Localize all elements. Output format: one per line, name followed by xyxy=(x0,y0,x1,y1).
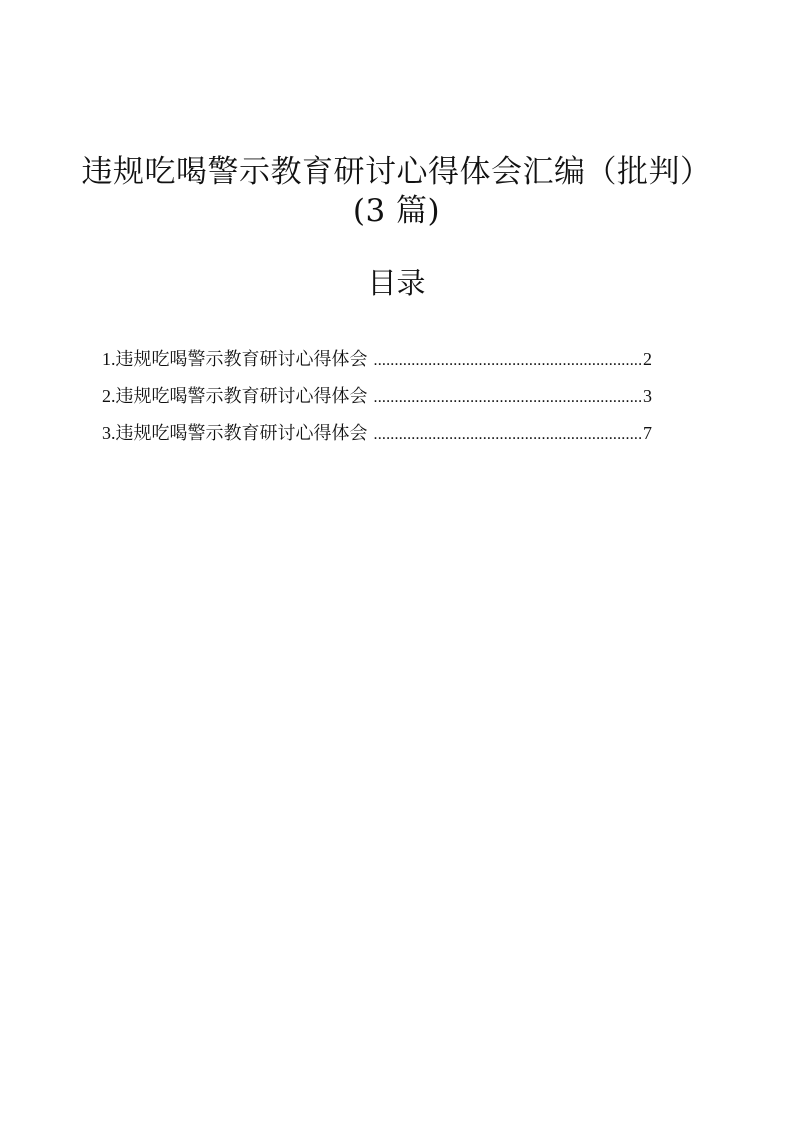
toc-entry-number: 1. xyxy=(102,349,116,369)
toc-entry-page: 2 xyxy=(643,349,652,369)
toc-entry-page: 3 xyxy=(643,386,652,406)
toc-entry-page: 7 xyxy=(643,423,652,443)
toc-dot-leader xyxy=(374,422,642,448)
toc-entry-label: 违规吃喝警示教育研讨心得体会 xyxy=(115,423,368,444)
document-title-count: (3 篇) xyxy=(352,193,441,229)
toc-entry-label: 违规吃喝警示教育研讨心得体会 xyxy=(115,386,368,407)
toc-dot-leader xyxy=(374,385,642,411)
document-title: 违规吃喝警示教育研讨心得体会汇编（批判） xyxy=(81,154,712,190)
toc-entry[interactable] xyxy=(102,346,652,383)
toc-entry-number: 2. xyxy=(102,386,116,406)
toc-entry[interactable] xyxy=(102,383,652,420)
table-of-contents xyxy=(102,346,652,457)
toc-heading: 目录 xyxy=(367,266,426,300)
toc-entry-label: 违规吃喝警示教育研讨心得体会 xyxy=(115,349,368,370)
toc-dot-leader xyxy=(374,348,642,374)
toc-entry[interactable] xyxy=(102,420,652,457)
toc-entry-number: 3. xyxy=(102,423,116,443)
